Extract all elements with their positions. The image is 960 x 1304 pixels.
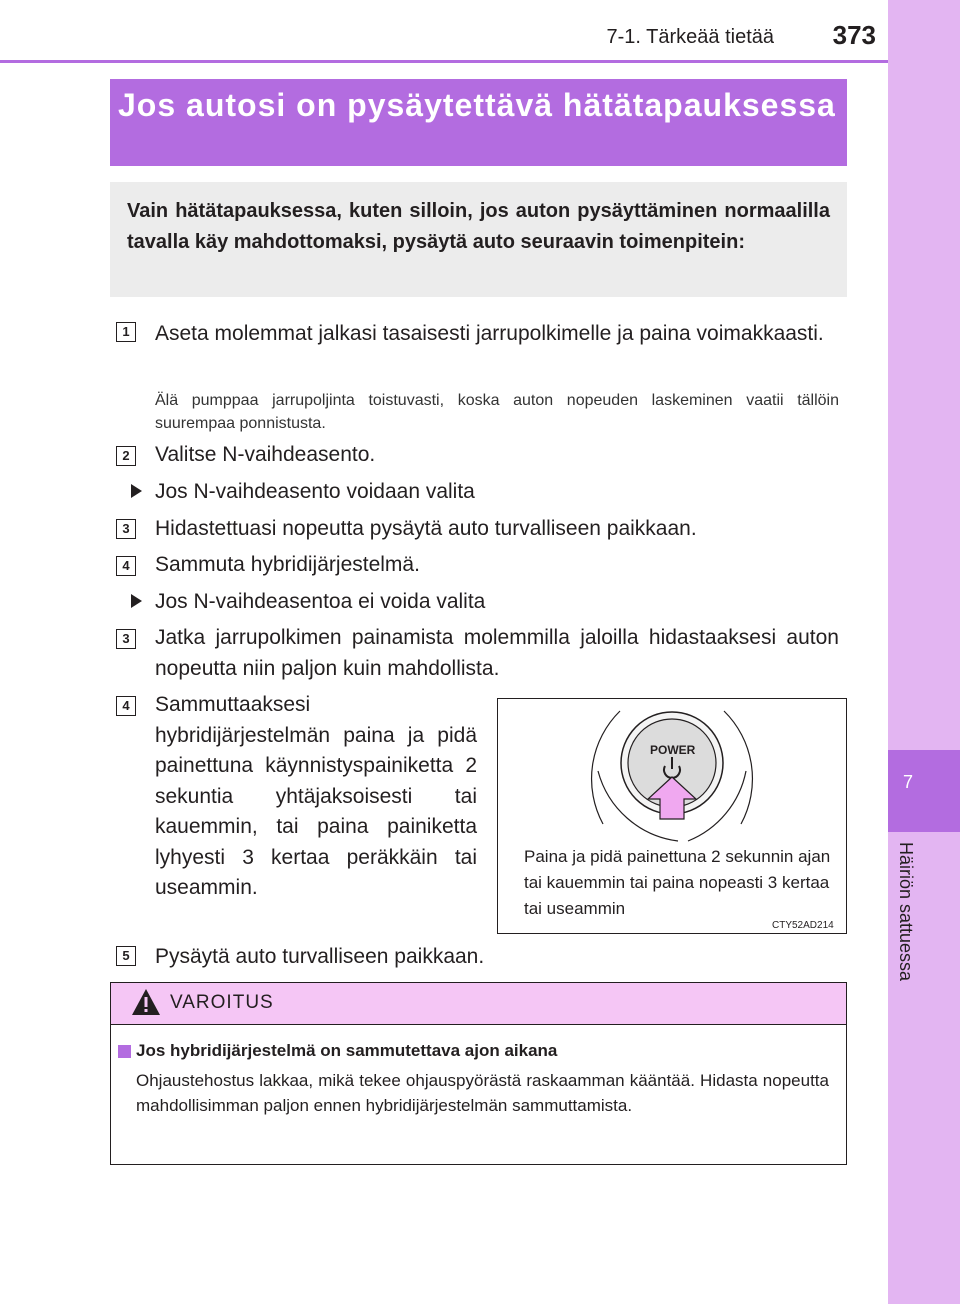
warning-triangle-icon [131,988,161,1016]
step-note: Älä pumppaa jarrupoljinta toistuvasti, koska auton nopeuden laskeminen vaatii tällöin suurempaa ponnistusta. [155,392,839,432]
step-text: Sammuttaaksesi hybridijärjestelmän paina ja pidä painettuna käynnistyspainiketta 2 sekuntia yhtäjaksoisesti tai kauemmin, tai paina painiketta lyhyesti 3 kertaa peräkkäin tai useammin. [155,693,477,899]
chapter-title: Häiriön sattuessa [896,842,916,982]
warning-body: Ohjaustehostus lakkaa, mikä tekee ohjauspyörästä raskaamman kääntää. Hidasta nopeutta mahdollisimman paljon ennen hybridijärjestelmän sammuttamista. [136,1071,829,1115]
arrow-right-icon [131,594,142,608]
bullet-square-icon [118,1045,131,1058]
step-text: Jatka jarrupolkimen painamista molemmilla jaloilla hidastaaksesi auton nopeutta niin paljon kuin mahdollista. [155,626,839,680]
warning-heading: Jos hybridijärjestelmä on sammutettava ajon aikana [136,1041,558,1060]
arrow-right-icon [131,484,142,498]
power-label: POWER [650,743,696,757]
intro-text: Vain hätätapauksessa, kuten silloin, jos auton pysäyttäminen normaalilla tavalla käy mahdottomaksi, pysäytä auto seuraavin toimenpitein: [127,200,830,253]
section-title: Jos autosi on pysäytettävä hätätapauksessa [118,87,836,123]
header-rule [0,60,888,63]
page-number: 373 [832,20,876,50]
warning-title: VAROITUS [170,992,274,1013]
running-header-section: 7-1. Tärkeää tietää [606,26,774,48]
case-heading: Jos N-vaihdeasento voidaan valita [155,480,475,503]
step-text: Valitse N-vaihdeasento. [155,443,376,466]
chapter-number: 7 [902,772,913,792]
step-text: Pysäytä auto turvalliseen paikkaan. [155,945,485,968]
step-number: 3 [116,629,136,649]
step-number: 4 [116,696,136,716]
step-number: 3 [116,519,136,539]
case-heading: Jos N-vaihdeasentoa ei voida valita [155,590,486,613]
step-text: Hidastettuasi nopeutta pysäytä auto turvalliseen paikkaan. [155,517,697,540]
step-number: 2 [116,446,136,466]
figure-code: CTY52AD214 [772,920,834,931]
step-number: 5 [116,946,136,966]
step-text: Aseta molemmat jalkasi tasaisesti jarrupolkimelle ja paina voimakkaasti. [155,322,824,345]
step-number: 4 [116,556,136,576]
step-number: 1 [116,322,136,342]
figure-caption: Paina ja pidä painettuna 2 sekunnin ajan tai kauemmin tai paina nopeasti 3 kertaa tai useammin [524,847,831,918]
step-text: Sammuta hybridijärjestelmä. [155,553,420,576]
chapter-side-tab [888,0,960,1304]
